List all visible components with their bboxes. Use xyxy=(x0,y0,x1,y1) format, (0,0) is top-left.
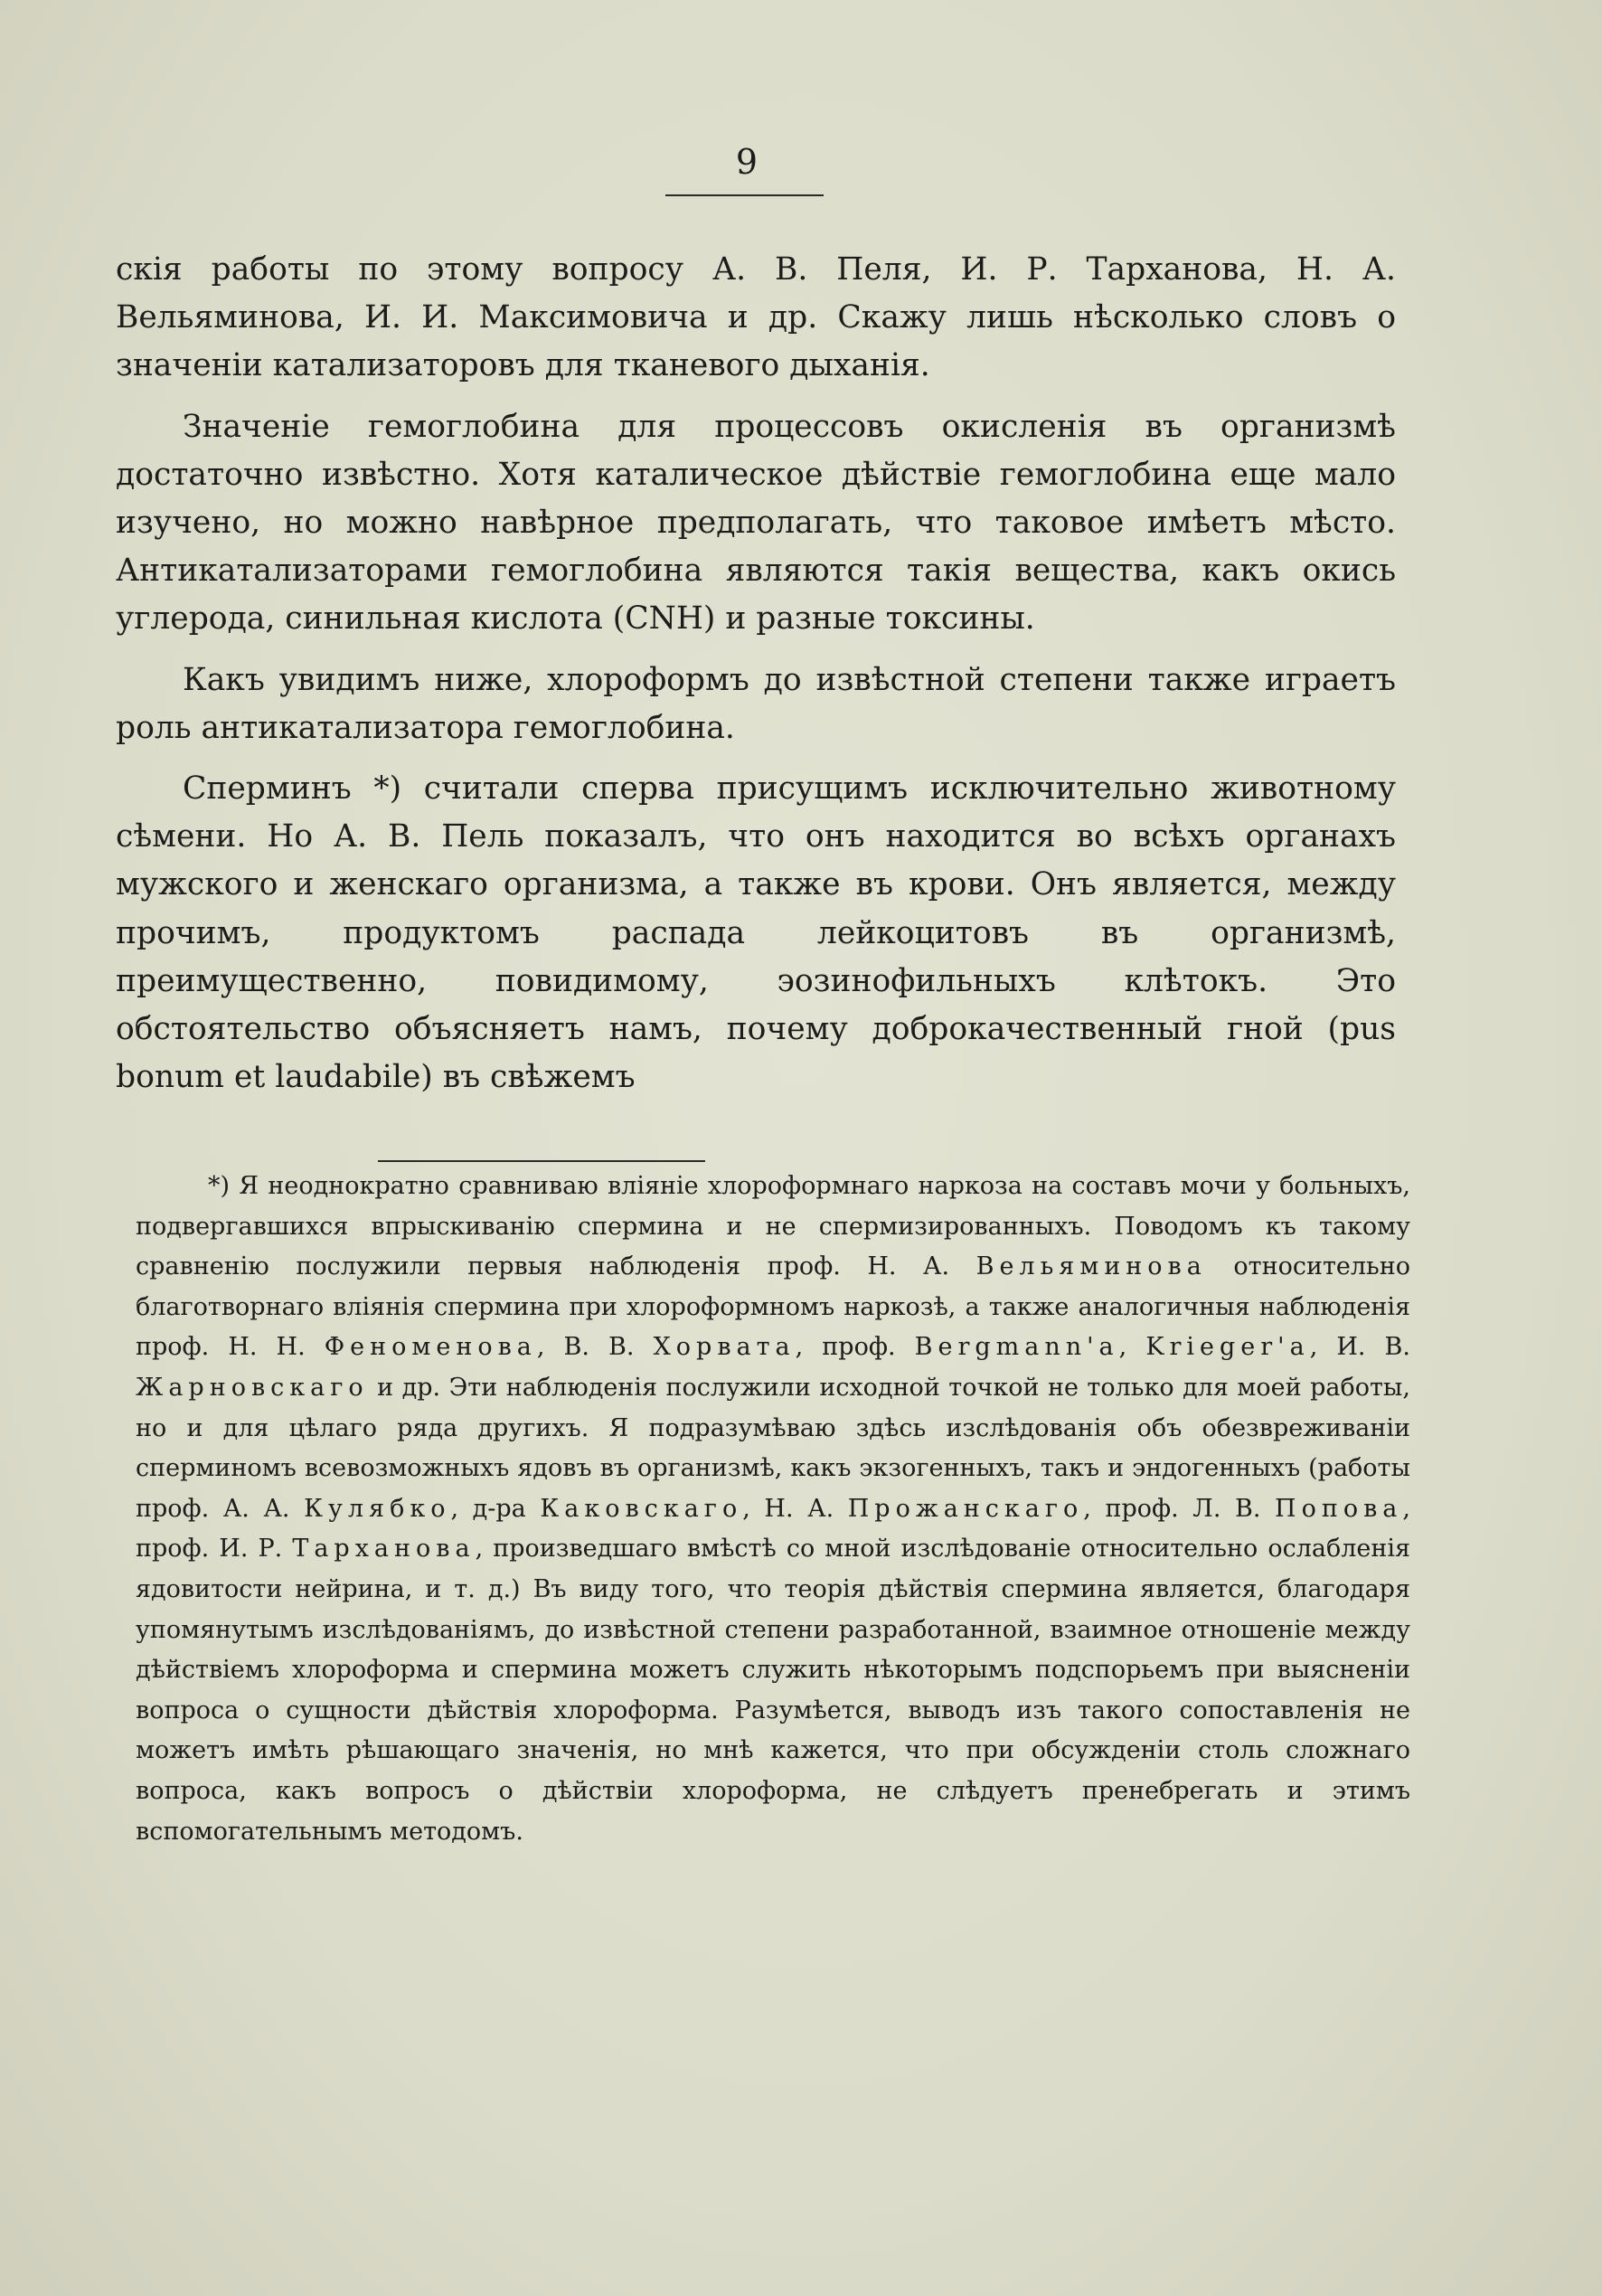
footnote-text: , д-ра xyxy=(450,1494,541,1523)
page-number: 9 xyxy=(735,142,759,182)
paragraph-hemoglobin: Значеніе гемоглобина для процессовъ окисленія въ организмѣ достаточно извѣстно. Хотя каталическое дѣйствіе гемоглобина еще мало изучено, но можно навѣрное предполагать, что таковое имѣетъ мѣсто. Антикатализаторами гемоглобина являются такія вещества, какъ окись углерода, синильная кислота (CNH) и разные токсины. xyxy=(116,408,1396,638)
footnote xyxy=(136,1167,1410,1852)
main-text xyxy=(116,246,1396,1101)
footnote-text: , проф. И. Р. xyxy=(136,1494,1410,1564)
footnote-spaced-name: Феноменова xyxy=(324,1333,537,1362)
paragraph-chloroform: Какъ увидимъ ниже, хлороформъ до извѣстной степени также играетъ роль антикатализатора гемоглобина. xyxy=(116,661,1396,746)
footnote-text: , Н. А. xyxy=(742,1494,848,1523)
paragraph-continuation: скія работы по этому вопросу А. В. Пеля, И. Р. Тарханова, Н. А. Вельяминова, И. И. Максимовича и др. Скажу лишь нѣсколько словъ о значеніи катализаторовъ для тканевого дыханія. xyxy=(116,251,1396,384)
paragraph-spermin: Сперминъ *) считали сперва присущимъ исключительно животному сѣмени. Но А. В. Пель показалъ, что онъ находится во всѣхъ органахъ мужского и женскаго организма, а также въ крови. Онъ является, между прочимъ, продуктомъ распада лейкоцитовъ въ организмѣ, преимущественно, повидимому, эозинофильныхъ клѣтокъ. Это обстоятельство объясняетъ намъ, почему доброкачественный гной (pus bonum et laudabile) въ свѣжемъ xyxy=(116,770,1396,1096)
footnote-spaced-name: Каковскаго xyxy=(540,1494,743,1523)
footnote-rule xyxy=(378,1160,705,1162)
page-number-rule xyxy=(665,194,824,196)
footnote-spaced-name: Хорвата xyxy=(653,1333,796,1362)
footnote-text: , проф. Л. В. xyxy=(1083,1494,1276,1523)
footnote-spaced-name: Кулябко xyxy=(304,1494,451,1523)
footnote-text: , xyxy=(1118,1333,1146,1362)
footnote-text: относительно благотворнаго вліянія спермина при хлороформномъ наркозѣ, а также аналогичныя наблюденія проф. Н. Н. xyxy=(136,1252,1410,1362)
footnote-text: *) Я неоднократно сравниваю вліяніе хлороформнаго наркоза на составъ мочи у больныхъ, подвергавшихся впрыскиванію спермина и не спермизированныхъ. Поводомъ къ такому сравненію послужили первыя наблюденія проф. Н. А. xyxy=(136,1172,1410,1281)
footnote-spaced-name: Жарновскаго xyxy=(136,1373,369,1402)
footnote-text: и др. Эти наблюденія послужили исходной точкой не только для моей работы, но и для цѣлаго ряда другихъ. Я подразумѣваю здѣсь изслѣдованія объ обезвреживаніи сперминомъ всевозможныхъ ядовъ въ организмѣ, какъ экзогенныхъ, такъ и эндогенныхъ (работы проф. А. А. xyxy=(136,1373,1410,1523)
footnote-spaced-name: Krieger'a xyxy=(1145,1333,1310,1362)
footnote-spaced-name: Прожанскаго xyxy=(847,1494,1084,1523)
footnote-spaced-name: Вельяминова xyxy=(975,1252,1207,1281)
footnote-spaced-name: Попова xyxy=(1275,1494,1403,1523)
footnote-text: , В. В. xyxy=(536,1333,654,1362)
footnote-text: , проф. xyxy=(795,1333,915,1362)
footnote-text: , произведшаго вмѣстѣ со мной изслѣдованіе относительно ослабленія ядовитости нейрина, и т. д.) Въ виду того, что теорія дѣйствія спермина является, благодаря упомянутымъ изслѣдованіямъ, до извѣстной степени разработанной, взаимное отношеніе между дѣйствіемъ хлороформа и спермина можетъ служить нѣкоторымъ подспорьемъ при выясненіи вопроса о сущности дѣйствія хлороформа. Разумѣется, выводъ изъ такого сопоставленія не можетъ имѣть рѣшающаго значенія, но мнѣ кажется, что при обсужденіи столь сложнаго вопроса, какъ вопросъ о дѣйствіи хлороформа, не слѣдуетъ пренебрегать и этимъ вспомогательнымъ методомъ. xyxy=(136,1535,1410,1846)
footnote-spaced-name: Bergmann'a xyxy=(914,1333,1119,1362)
footnote-spaced-name: Тарханова xyxy=(292,1535,476,1564)
footnote-text: , И. В. xyxy=(1309,1333,1410,1362)
